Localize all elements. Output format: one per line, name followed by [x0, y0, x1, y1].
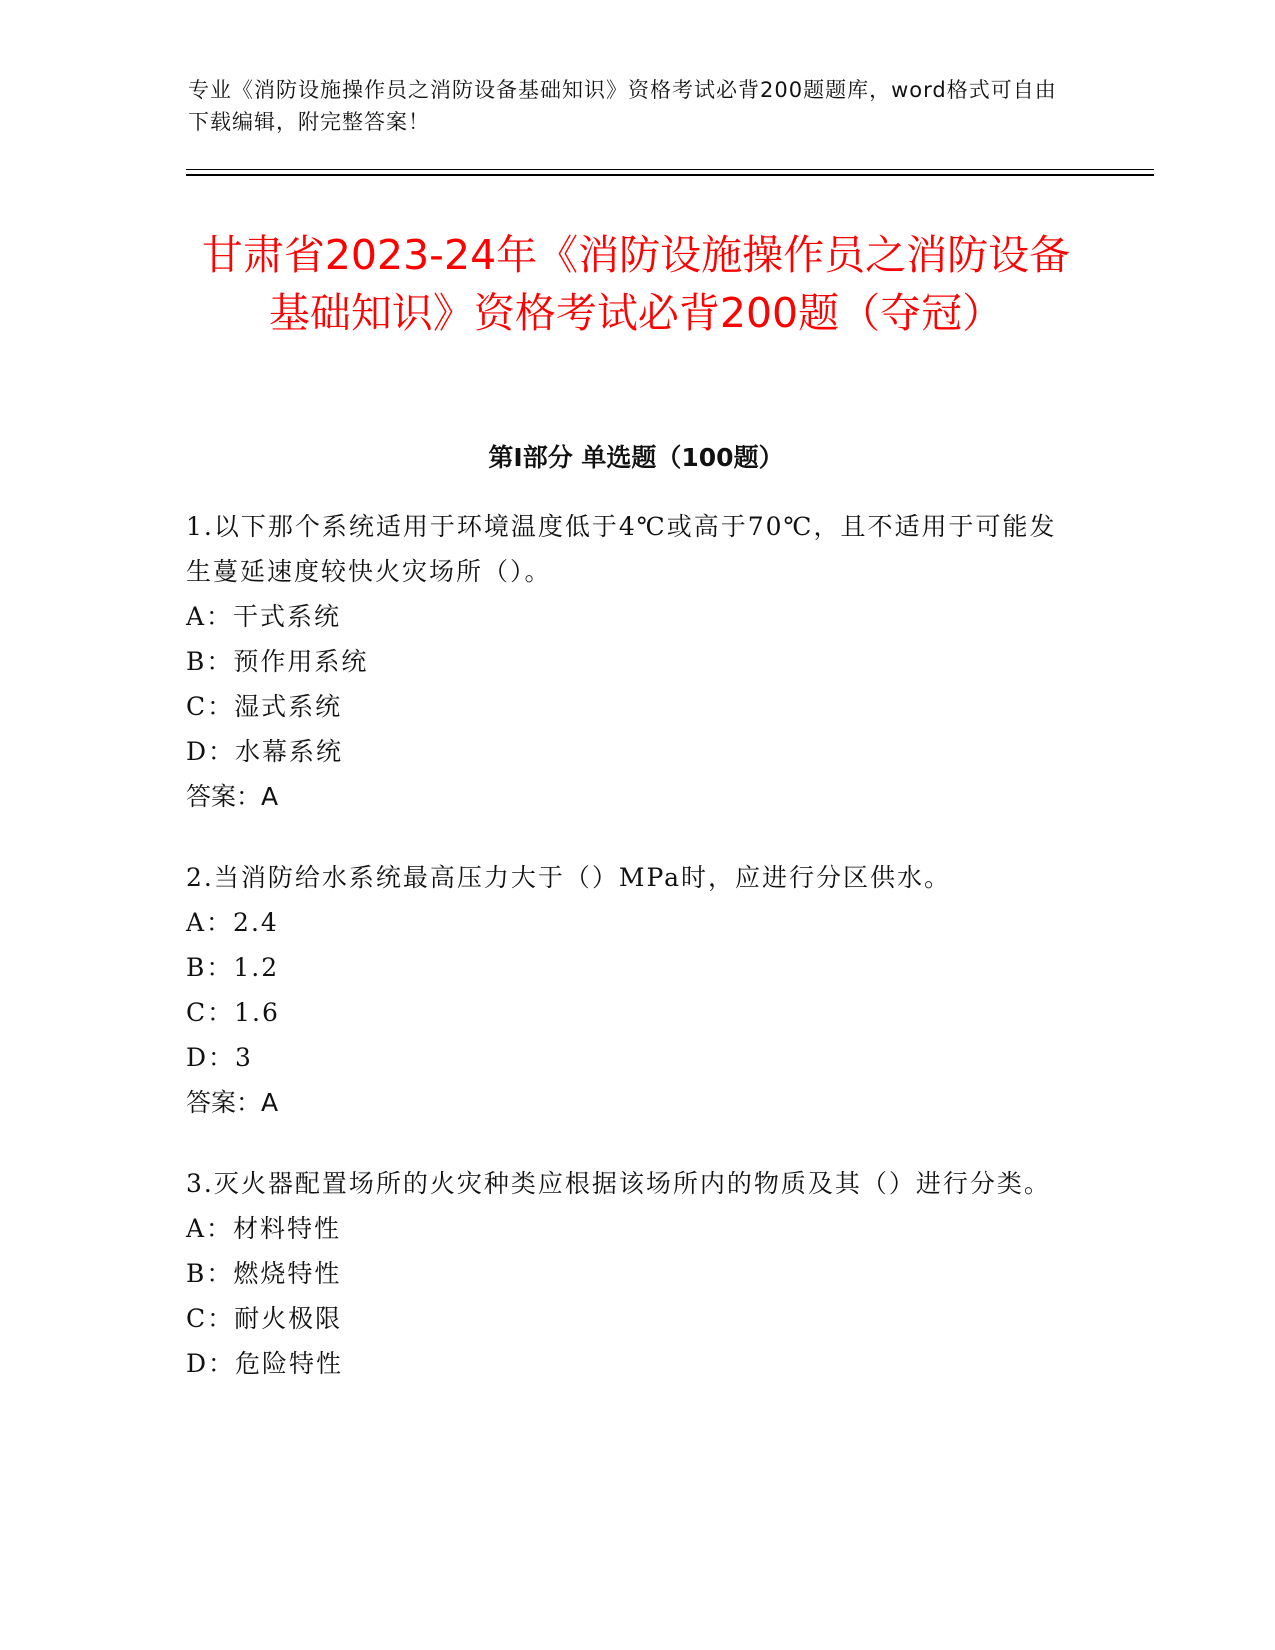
option-a: A：干式系统 — [186, 602, 342, 631]
answer: 答案：A — [186, 1088, 279, 1117]
header-divider-thin — [186, 169, 1154, 170]
question-text: 1.以下那个系统适用于环境温度低于4℃或高于70℃，且不适用于可能发生蔓延速度较快火灾场所（）。 — [186, 512, 1057, 586]
option-d: D：危险特性 — [186, 1349, 344, 1378]
option-d: D：水幕系统 — [186, 737, 344, 766]
question-2 — [186, 855, 1066, 1125]
answer: 答案：A — [186, 782, 279, 811]
option-b: B：预作用系统 — [186, 647, 369, 676]
question-3 — [186, 1161, 1066, 1386]
question-1 — [186, 504, 1066, 819]
section-heading: 第I部分 单选题（100题） — [488, 443, 784, 472]
document-title: 甘肃省2023-24年《消防设施操作员之消防设备基础知识》资格考试必背200题（夺冠） — [201, 231, 1071, 337]
option-c: C：湿式系统 — [186, 692, 343, 721]
option-a: A：材料特性 — [186, 1214, 342, 1243]
option-d: D：3 — [186, 1043, 253, 1072]
option-c: C：1.6 — [186, 998, 280, 1027]
option-b: B：1.2 — [186, 953, 280, 982]
option-a: A：2.4 — [186, 908, 279, 937]
option-c: C：耐火极限 — [186, 1304, 343, 1333]
header-divider-thick — [186, 174, 1154, 176]
option-b: B：燃烧特性 — [186, 1259, 342, 1288]
question-text: 3.灭火器配置场所的火灾种类应根据该场所内的物质及其（）进行分类。 — [186, 1169, 1051, 1198]
question-text: 2.当消防给水系统最高压力大于（）MPa时，应进行分区供水。 — [186, 863, 952, 892]
header-note: 专业《消防设施操作员之消防设备基础知识》资格考试必背200题题库，word格式可自由下载编辑，附完整答案！ — [188, 78, 1057, 134]
